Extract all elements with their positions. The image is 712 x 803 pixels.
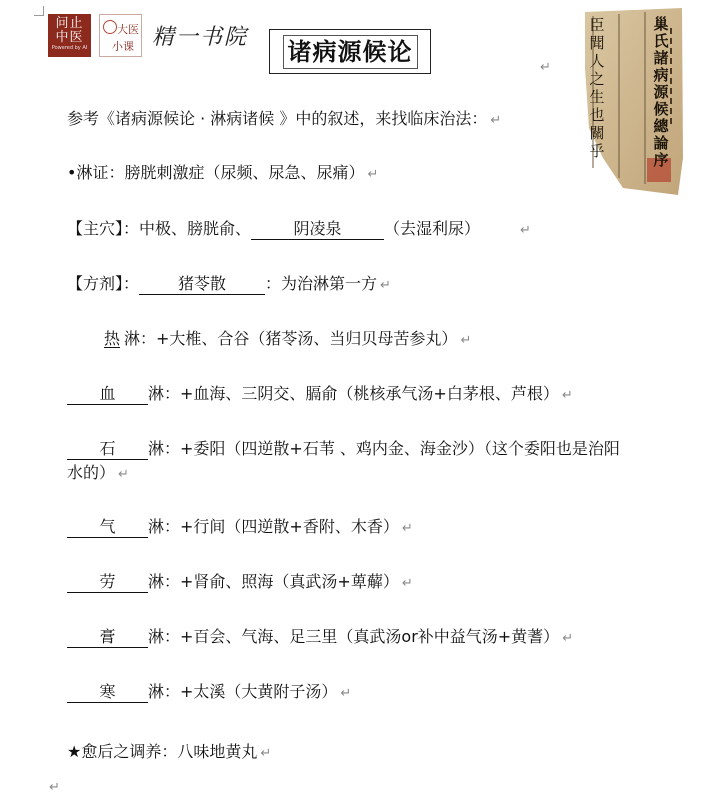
manuscript-title-column: 巢 氏 諸 病 源 候 總 論 序: [653, 15, 669, 169]
course-logo-line2: 小课: [112, 40, 134, 53]
lin-item-qi: [67, 516, 413, 540]
return-mark: ↵: [562, 631, 574, 646]
lin-type-shi: 石: [67, 439, 148, 460]
page-title-text: 诸病源候论: [283, 35, 418, 69]
lin-item-re: [67, 328, 471, 352]
return-mark: ↵: [49, 780, 60, 795]
return-mark: ↵: [460, 333, 472, 348]
lin-item-gao: [67, 626, 573, 650]
lin-type-re: 热: [104, 329, 121, 348]
lin-detail-re: 淋：+大椎、合谷（猪苓汤、当归贝母苦参丸）: [124, 329, 458, 348]
intro-text: 参考《诸病源候论 · 淋病诸候 》中的叙述，来找临床治法：: [67, 109, 488, 128]
return-mark: ↵: [401, 521, 413, 536]
return-mark: ↵: [561, 388, 573, 403]
lin-detail-xue: 淋：+血海、三阴交、膈俞（桃核承气汤+白茅根、芦根）: [148, 384, 559, 403]
return-mark: ↵: [490, 113, 502, 128]
academy-calligraphy: 精一书院: [152, 25, 249, 50]
ancient-manuscript-image: [583, 8, 684, 195]
empty-paragraph: [46, 775, 60, 799]
logo-line1: 问止: [55, 16, 84, 31]
return-mark: ↵: [118, 467, 129, 482]
lin-item-shi-continued: [67, 462, 129, 486]
lin-item-xue: [67, 383, 573, 407]
recovery-text: ★愈后之调养：八味地黄丸: [67, 742, 258, 761]
main-acupoints-blank: 阴凌泉: [251, 219, 384, 240]
return-mark: ↵: [520, 223, 531, 238]
lin-detail-lao: 淋：+肾俞、照海（真武汤+萆薢）: [148, 572, 399, 591]
return-mark: ↵: [401, 576, 413, 591]
lin-item-han: [67, 681, 351, 705]
main-acupoints-suffix: （去湿利尿）: [384, 219, 481, 238]
lin-detail-qi: 淋：+行间（四逆散+香附、木香）: [148, 517, 399, 536]
manuscript-text-column: 臣 聞 人 之 生 也 關 乎: [589, 16, 605, 160]
logo-line3: Powered by AI: [51, 45, 88, 51]
return-mark: ↵: [340, 686, 352, 701]
lin-type-gao: 膏: [67, 627, 148, 648]
logo-line2: 中医: [55, 30, 84, 45]
course-logo-line1: 大医: [117, 23, 139, 36]
prescription-paragraph: [67, 273, 391, 297]
lin-item-shi: [67, 438, 620, 460]
lin-type-han: 寒: [67, 682, 148, 703]
main-acupoints-prefix: 【主穴】：中极、膀胱俞、: [67, 219, 252, 238]
prescription-blank: 猪苓散: [139, 274, 265, 295]
wenzhi-logo: [48, 14, 91, 57]
intro-paragraph: [67, 108, 501, 132]
prescription-prefix: 【方剂】：: [67, 274, 140, 293]
lin-type-xue: 血: [67, 384, 148, 405]
dayi-course-logo: [99, 14, 142, 57]
return-mark: ↵: [367, 167, 379, 182]
return-mark: ↵: [260, 746, 272, 761]
lin-item-lao: [67, 571, 413, 595]
page-corner-mark: [34, 6, 44, 16]
prescription-suffix: ：为治淋第一方: [265, 274, 378, 293]
main-acupoints-paragraph: [67, 218, 531, 242]
linzheng-text: •淋证：膀胱刺激症（尿频、尿急、尿痛）: [67, 163, 365, 182]
seal-icon: [103, 20, 117, 34]
lin-detail-shi-cont: 水的）: [67, 463, 116, 482]
lin-type-qi: 气: [67, 517, 148, 538]
linzheng-paragraph: [67, 162, 378, 186]
recovery-paragraph: [67, 741, 271, 765]
lin-type-lao: 劳: [67, 572, 148, 593]
lin-detail-shi: 淋：+委阳（四逆散+石苇 、鸡内金、海金沙）（这个委阳也是治阳: [148, 439, 620, 458]
lin-detail-han: 淋：+太溪（大黄附子汤）: [148, 682, 338, 701]
return-mark: ↵: [380, 278, 391, 293]
lin-detail-gao: 淋：+百会、气海、足三里（真武汤or补中益气汤+黄蓍）: [148, 627, 560, 646]
return-mark: ↵: [540, 60, 551, 75]
page-title: [269, 29, 431, 74]
